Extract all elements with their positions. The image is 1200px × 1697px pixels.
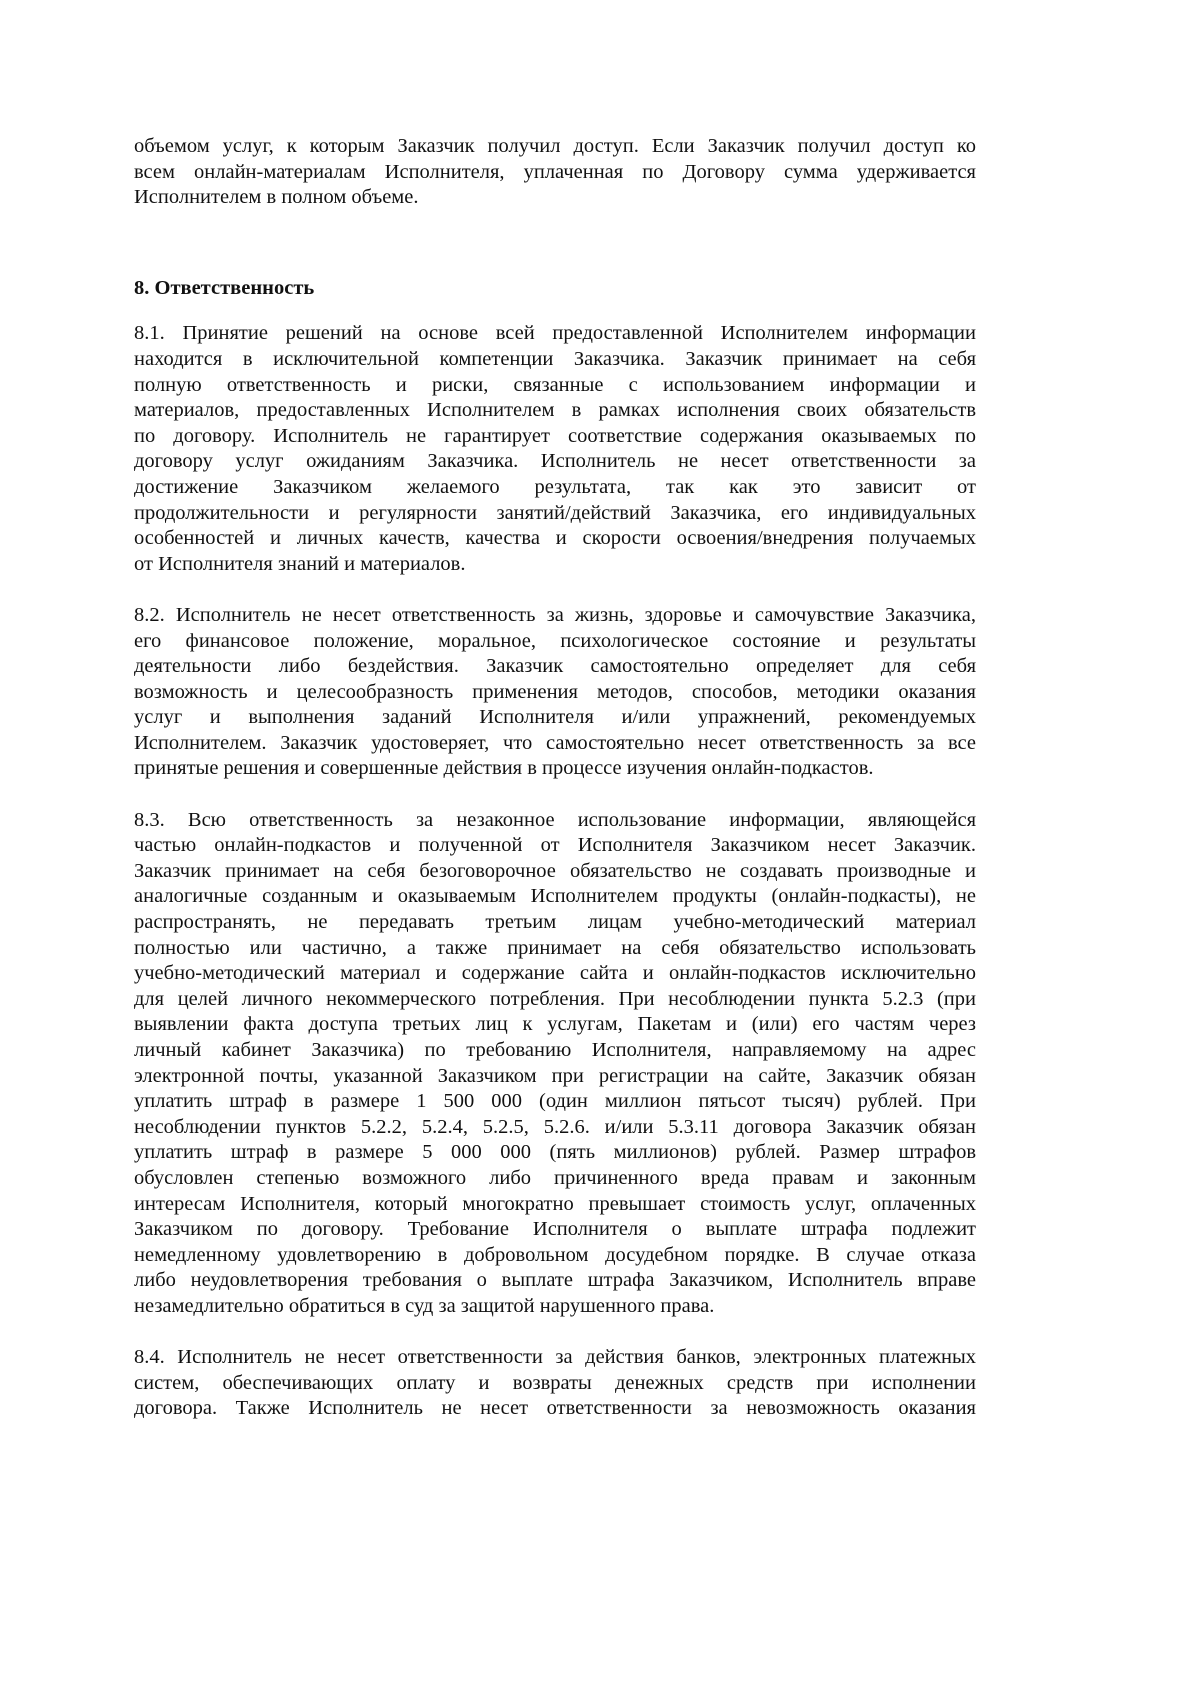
intro-paragraph: [134, 134, 976, 211]
text-line: личный кабинет Заказчика) по требованию Исполнителя, направляемому на адрес: [134, 1039, 976, 1061]
text-line: по договору. Исполнитель не гарантирует соответствие содержания оказываемых по: [134, 424, 976, 447]
text-line: систем, обеспечивающих оплату и возвраты денежных средств при исполнении: [134, 1371, 976, 1394]
text-line: принятые решения и совершенные действия в процессе изучения онлайн-подкастов.: [134, 757, 874, 780]
text-line: Заказчиком по договору. Требование Исполнителя о выплате штрафа подлежит: [134, 1218, 976, 1241]
paragraph-8-2: [134, 603, 976, 782]
document-page: [134, 134, 976, 1422]
text-line: объемом услуг, к которым Заказчик получил доступ. Если Заказчик получил доступ ко: [134, 135, 976, 157]
text-line: находится в исключительной компетенции Заказчика. Заказчик принимает на себя: [134, 347, 976, 370]
text-line: особенностей и личных качеств, качества и скорости освоения/внедрения получаемых: [134, 527, 976, 550]
paragraph-8-3: [134, 808, 976, 1320]
text-line: аналогичные созданным и оказываемым Исполнителем продукты (онлайн-подкасты), не: [134, 885, 976, 908]
text-line: интересам Исполнителя, который многократно превышает стоимость услуг, оплаченных: [134, 1192, 976, 1215]
text-line: обусловлен степенью возможного либо причиненного вреда правам и законным: [134, 1166, 976, 1189]
text-line: немедленному удовлетворению в добровольном досудебном порядке. В случае отказа: [134, 1243, 976, 1266]
text-line: 8.1. Принятие решений на основе всей предоставленной Исполнителем информации: [134, 322, 976, 345]
text-line: выявлении факта доступа третьих лиц к услугам, Пакетам и (или) его частям через: [134, 1013, 976, 1036]
text-line: договору услуг ожиданиям Заказчика. Исполнитель не несет ответственности за: [134, 450, 976, 473]
text-line: от Исполнителя знаний и материалов.: [134, 552, 466, 575]
text-line: полную ответственность и риски, связанные с использованием информации и: [134, 373, 976, 396]
text-line: распространять, не передавать третьим лицам учебно-методический материал: [134, 911, 976, 934]
paragraph-8-4: [134, 1345, 976, 1422]
text-line: либо неудовлетворения требования о выплате штрафа Заказчиком, Исполнитель вправе: [134, 1269, 976, 1292]
text-line: для целей личного некоммерческого потребления. При несоблюдении пункта 5.2.3 (при: [134, 987, 976, 1010]
paragraph-8-1: [134, 321, 976, 577]
text-line: всем онлайн-материалам Исполнителя, уплаченная по Договору сумма удерживается: [134, 160, 976, 183]
text-line: незамедлительно обратиться в суд за защитой нарушенного права.: [134, 1294, 715, 1317]
text-line: учебно-методический материал и содержание сайта и онлайн-подкастов исключительно: [134, 962, 976, 985]
text-line: уплатить штраф в размере 5 000 000 (пять миллионов) рублей. Размер штрафов: [134, 1141, 976, 1164]
text-line: Заказчик принимает на себя безоговорочное обязательство не создавать производные и: [134, 859, 976, 882]
text-line: 8.4. Исполнитель не несет ответственности за действия банков, электронных платежных: [134, 1346, 976, 1369]
text-line: 8.2. Исполнитель не несет ответственность за жизнь, здоровье и самочувствие Заказчика,: [134, 603, 976, 626]
text-line: возможность и целесообразность применения методов, способов, методики оказания: [134, 680, 976, 703]
text-line: материалов, предоставленных Исполнителем в рамках исполнения своих обязательств: [134, 399, 976, 422]
text-line: электронной почты, указанной Заказчиком при регистрации на сайте, Заказчик обязан: [134, 1064, 976, 1087]
text-line: полностью или частично, а также принимает на себя обязательство использовать: [134, 936, 976, 959]
text-line: частью онлайн-подкастов и полученной от Исполнителя Заказчиком несет Заказчик.: [134, 834, 976, 857]
text-line: Исполнителем в полном объеме.: [134, 186, 419, 209]
text-line: его финансовое положение, моральное, психологическое состояние и результаты: [134, 629, 976, 652]
text-line: достижение Заказчиком желаемого результата, так как это зависит от: [134, 475, 976, 498]
text-line: несоблюдении пунктов 5.2.2, 5.2.4, 5.2.5, 5.2.6. и/или 5.3.11 договора Заказчик обязан: [134, 1115, 976, 1138]
text-line: деятельности либо бездействия. Заказчик самостоятельно определяет для себя: [134, 655, 976, 678]
text-line: услуг и выполнения заданий Исполнителя и/или упражнений, рекомендуемых: [134, 706, 976, 729]
section-heading: 8. Ответственность: [134, 276, 315, 299]
text-line: продолжительности и регулярности занятий/действий Заказчика, его индивидуальных: [134, 501, 976, 524]
text-line: уплатить штраф в размере 1 500 000 (один миллион пятьсот тысяч) рублей. При: [134, 1090, 976, 1113]
text-line: 8.3. Всю ответственность за незаконное использование информации, являющейся: [134, 808, 976, 831]
text-line: Исполнителем. Заказчик удостоверяет, что самостоятельно несет ответственность за все: [134, 731, 976, 754]
text-line: договора. Также Исполнитель не несет ответственности за невозможность оказания: [134, 1397, 976, 1420]
